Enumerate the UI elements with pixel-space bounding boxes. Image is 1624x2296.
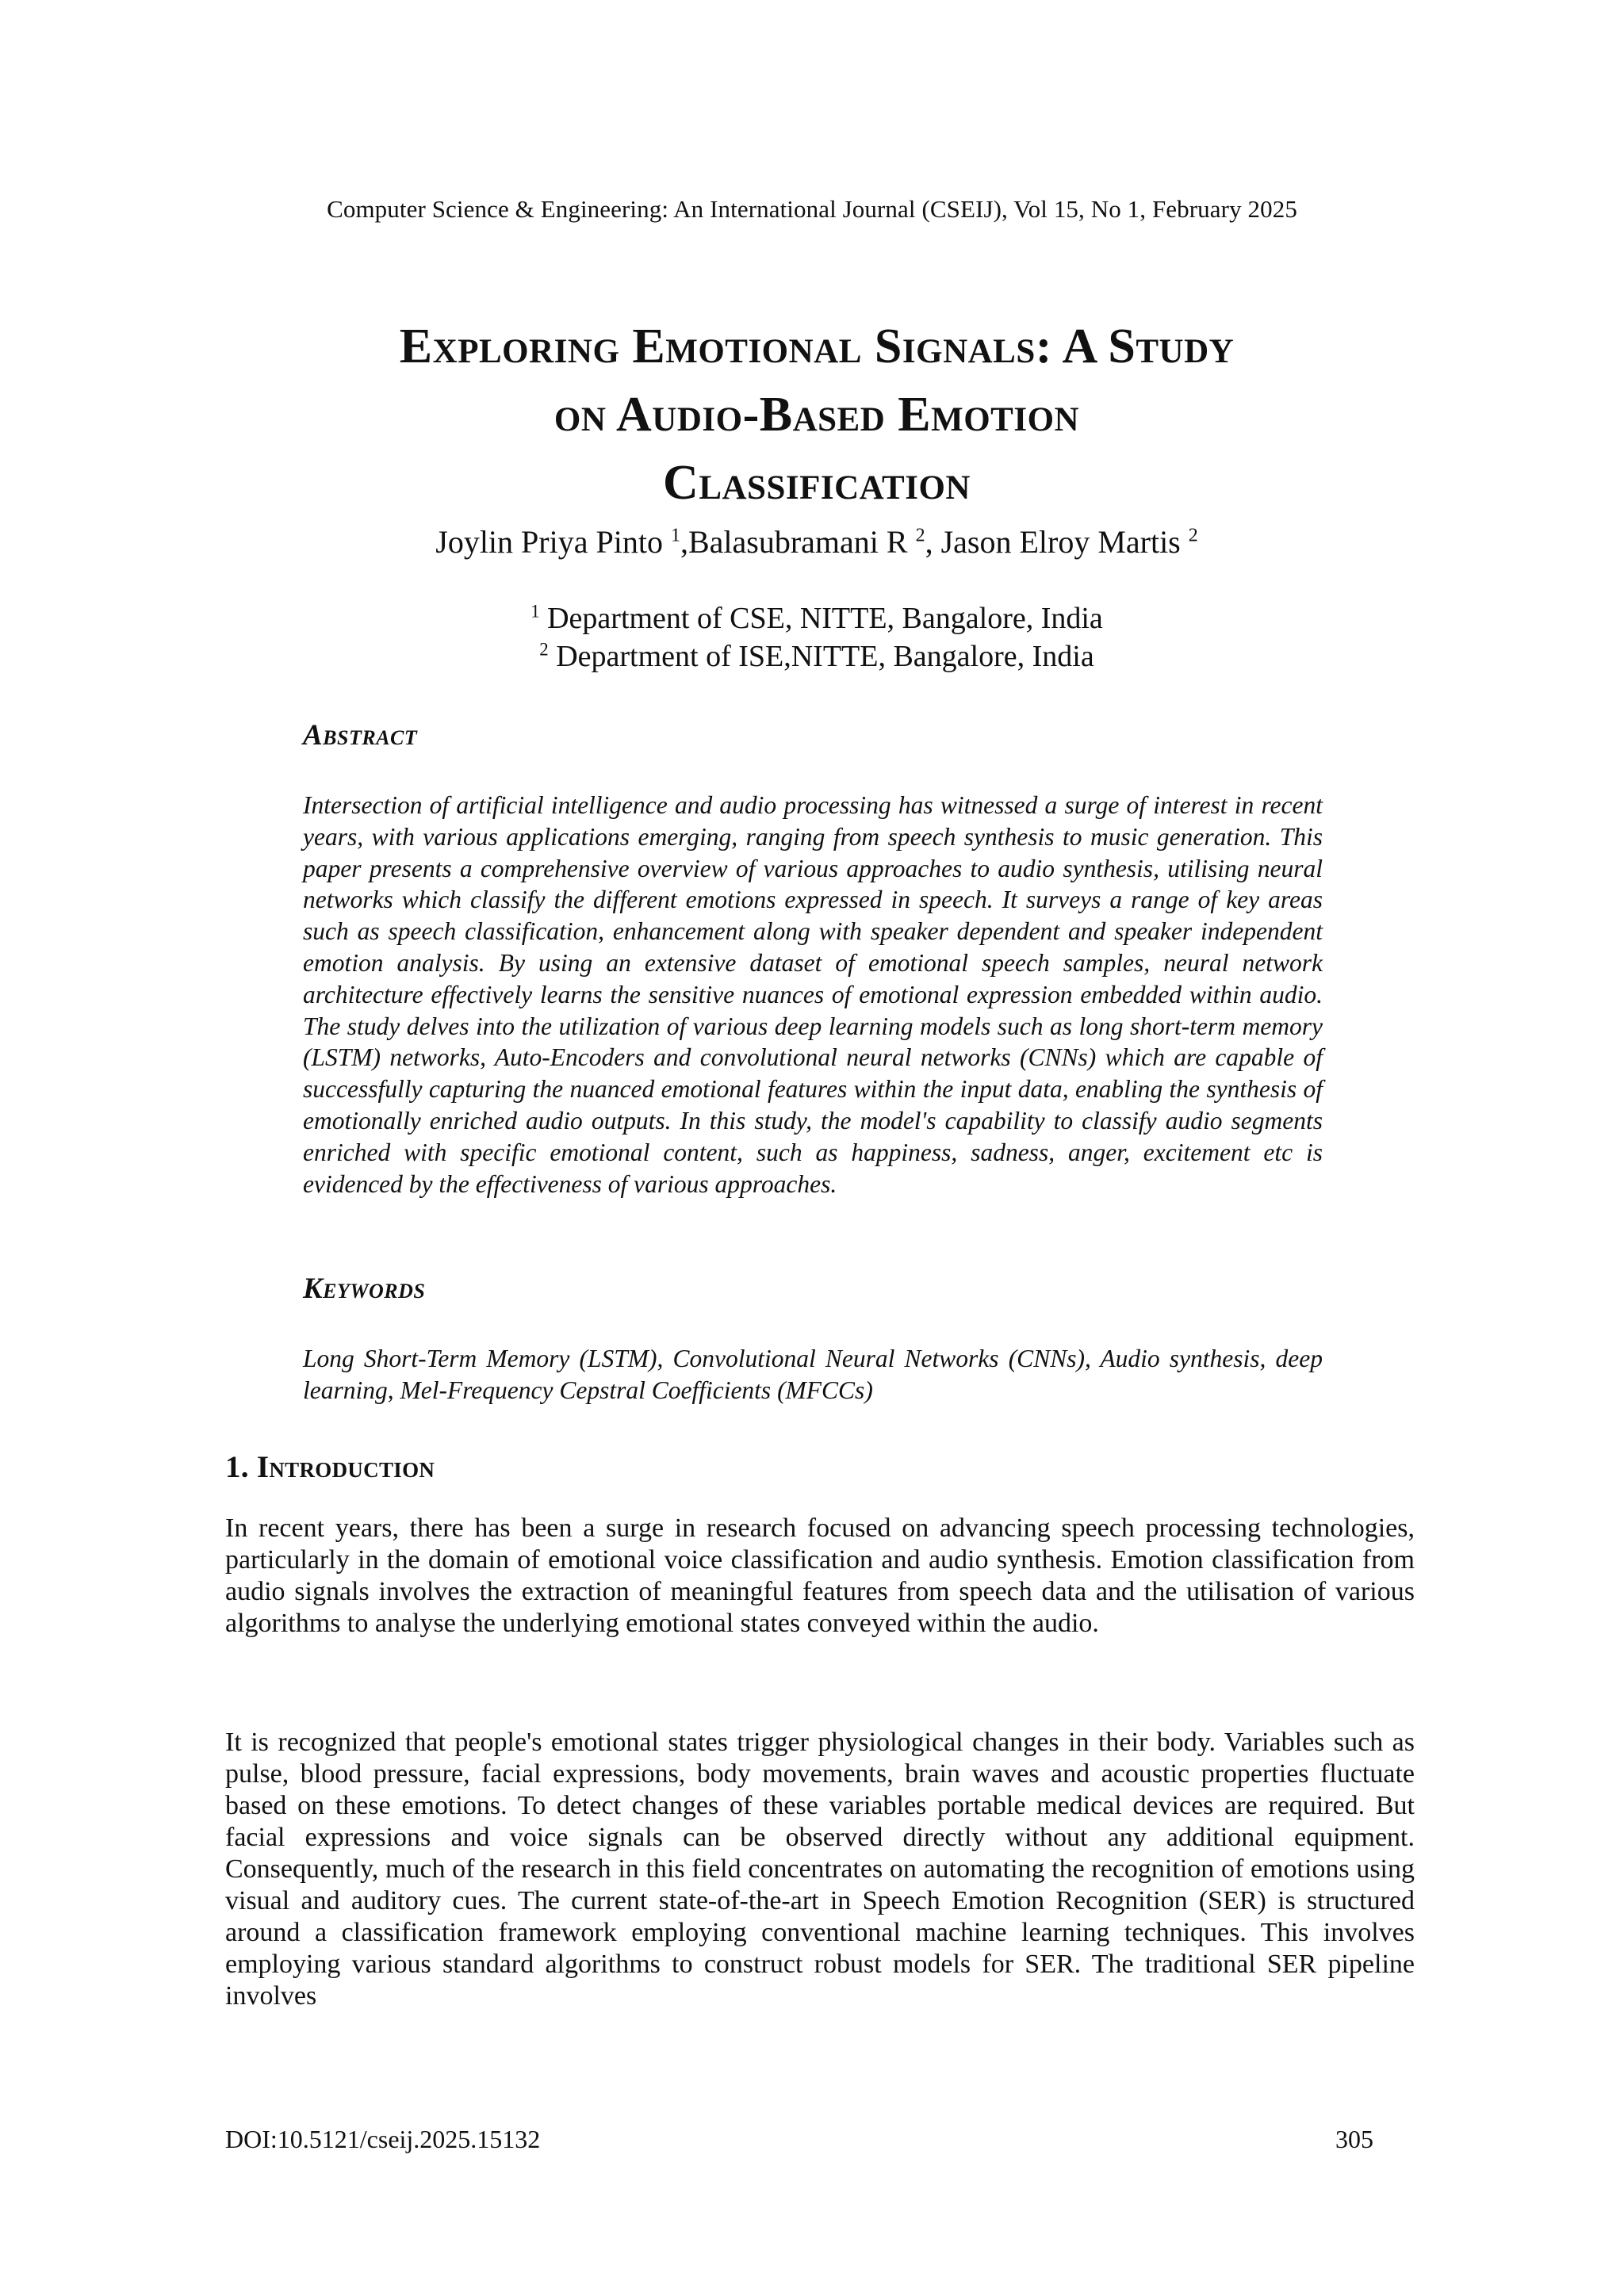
author-list bbox=[198, 523, 1435, 561]
affiliation-line bbox=[198, 599, 1435, 637]
author-affiliation-mark: 2 bbox=[1188, 525, 1198, 546]
affiliation-text: Department of CSE, NITTE, Bangalore, India bbox=[539, 602, 1103, 635]
affiliation-mark: 2 bbox=[539, 639, 549, 660]
title-line-1: Exploring Emotional Signals: A Study bbox=[399, 320, 1235, 373]
footer-doi: DOI:10.5121/cseij.2025.15132 bbox=[225, 2125, 541, 2153]
author-separator: , bbox=[680, 524, 688, 560]
title-line-3: Classification bbox=[663, 456, 971, 510]
author-affiliation-mark: 2 bbox=[915, 525, 925, 546]
abstract-heading: Abstract bbox=[303, 719, 418, 752]
affiliation-list bbox=[198, 599, 1435, 675]
introduction-paragraph-1: In recent years, there has been a surge in research focused on advancing speech processing technologies, particularly in the domain of emotional voice classification and audio synthesis. Emotion classification from audio signals involves the extraction of meaningful features from speech data and the utilisation of various algorithms to analyse the underlying emotional states conveyed within the audio. bbox=[225, 1513, 1415, 1638]
journal-header: Computer Science & Engineering: An International Journal (CSEIJ), Vol 15, No 1, February 2025 bbox=[327, 195, 1297, 223]
affiliation-line bbox=[198, 637, 1435, 675]
introduction-heading: 1. Introduction bbox=[225, 1450, 435, 1484]
author-separator: , bbox=[925, 524, 941, 560]
introduction-paragraph-2: It is recognized that people's emotional states trigger physiological changes in their body. Variables such as pulse, blood pressure, facial expressions, body movements, brain waves and acoustic properties fluctuate based on these emotions. To detect changes of these variables portable medical devices are required. But facial expressions and voice signals can be observed directly without any additional equipment. Consequently, much of the research in this field concentrates on automating the recognition of emotions using visual and auditory cues. The current state-of-the-art in Speech Emotion Recognition (SER) is structured around a classification framework employing conventional machine learning techniques. This involves employing various standard algorithms to construct robust models for SER. The traditional SER pipeline involves bbox=[225, 1728, 1415, 2011]
paper-title bbox=[198, 312, 1435, 517]
keywords-heading: Keywords bbox=[303, 1272, 426, 1305]
author-name: Balasubramani R bbox=[688, 524, 916, 560]
author-name: Joylin Priya Pinto bbox=[435, 524, 671, 560]
page-number: 305 bbox=[1335, 2125, 1373, 2153]
author-name: Jason Elroy Martis bbox=[940, 524, 1189, 560]
keywords-text: Long Short-Term Memory (LSTM), Convolutional Neural Networks (CNNs), Audio synthesis, deep learning, Mel-Frequency Cepstral Coefficients (MFCCs) bbox=[303, 1345, 1323, 1404]
affiliation-mark: 1 bbox=[530, 601, 540, 622]
author-affiliation-mark: 1 bbox=[670, 525, 680, 546]
abstract-text: Intersection of artificial intelligence and audio processing has witnessed a surge of interest in recent years, with various applications emerging, ranging from speech synthesis to music generation. This paper presents a comprehensive overview of various approaches to audio synthesis, utilising neural networks which classify the different emotions expressed in speech. It surveys a range of key areas such as speech classification, enhancement along with speaker dependent and speaker independent emotion analysis. By using an extensive dataset of emotional speech samples, neural network architecture effectively learns the sensitive nuances of emotional expression embedded within audio. The study delves into the utilization of various deep learning models such as long short-term memory (LSTM) networks, Auto-Encoders and convolutional neural networks (CNNs) which are capable of successfully capturing the nuanced emotional features within the input data, enabling the synthesis of emotionally enriched audio outputs. In this study, the model's capability to classify audio segments enriched with specific emotional content, such as happiness, sadness, anger, excitement etc is evidenced by the effectiveness of various approaches. bbox=[303, 791, 1323, 1198]
title-line-2: on Audio-Based Emotion bbox=[553, 388, 1080, 442]
affiliation-text: Department of ISE,NITTE, Bangalore, India bbox=[548, 640, 1094, 673]
